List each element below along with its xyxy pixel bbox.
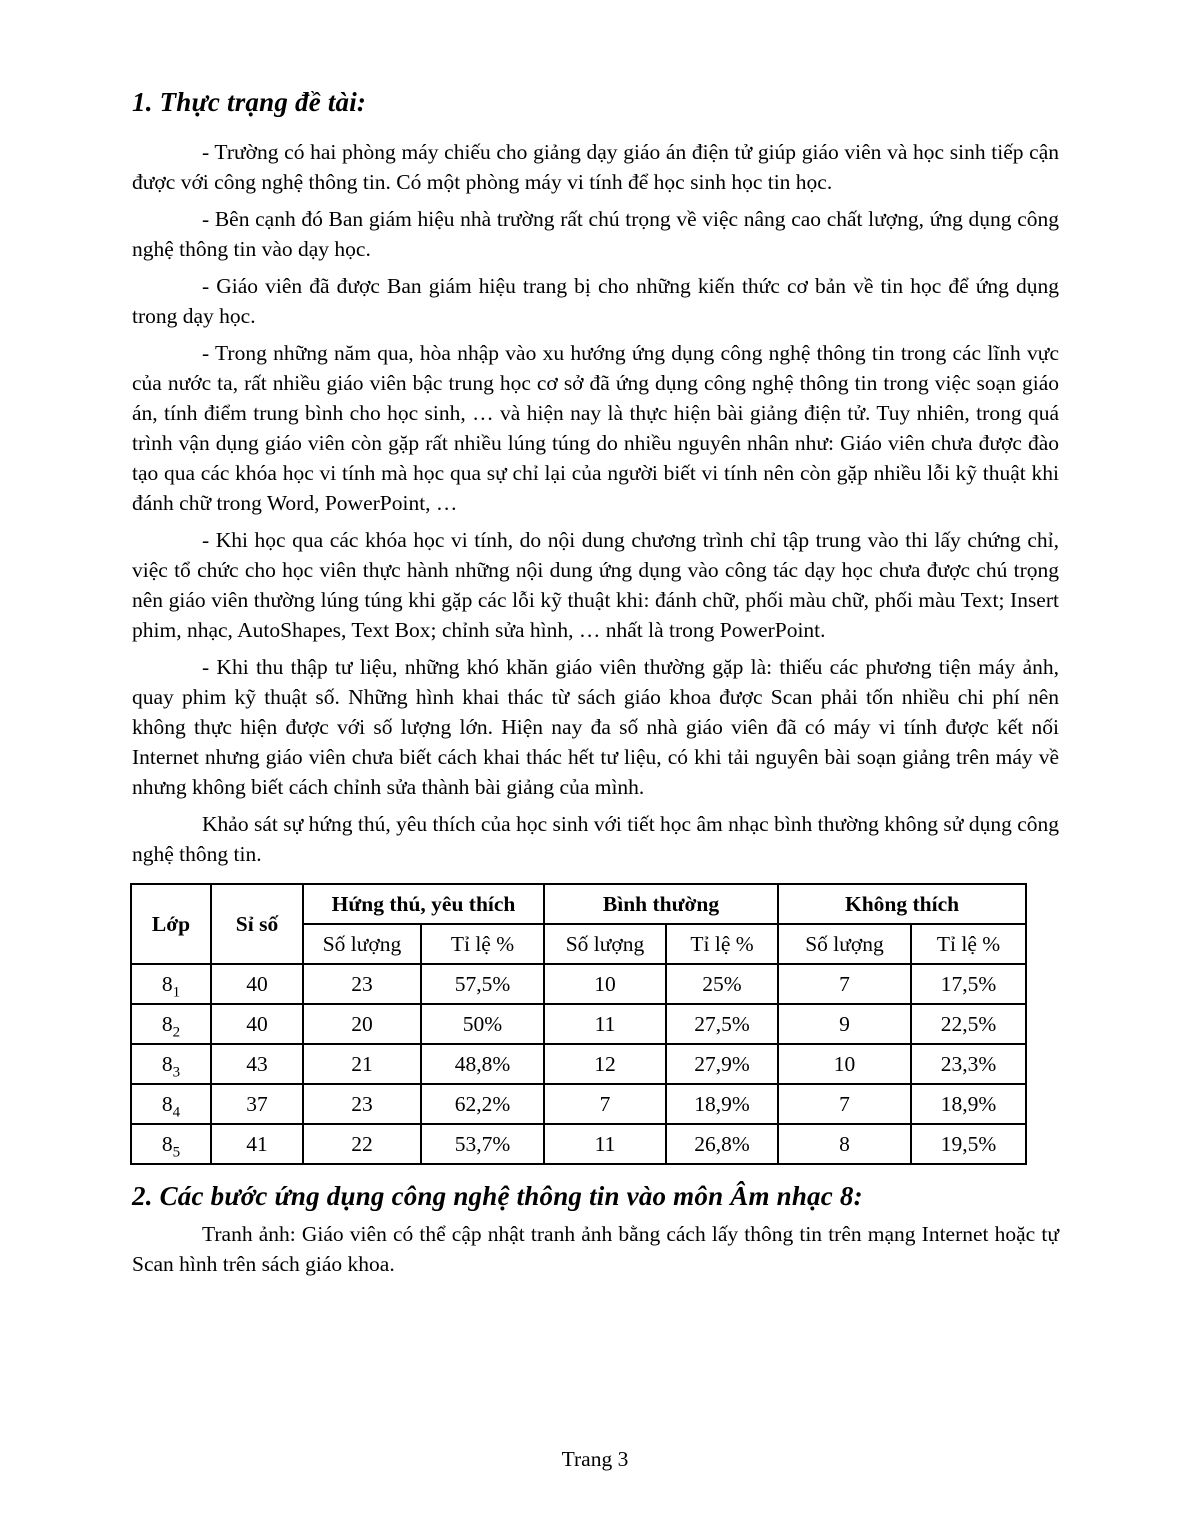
cell-si-so: 41 <box>211 1124 303 1164</box>
class-base: 8 <box>161 1131 173 1156</box>
cell-kt-sl: 8 <box>778 1124 911 1164</box>
class-sub: 5 <box>172 1143 181 1160</box>
cell-kt-sl: 10 <box>778 1044 911 1084</box>
header-group-hung-thu: Hứng thú, yêu thích <box>303 884 544 924</box>
paragraph-truong-phong-may: - Trường có hai phòng máy chiếu cho giảng dạy giáo án điện tử giúp giáo viên và học sinh tiếp cận được với công nghệ thông tin. Có một phòng máy vi tính để học sinh học tin học. <box>132 140 1059 194</box>
cell-kt-tl: 23,3% <box>911 1044 1026 1084</box>
cell-bt-tl: 25% <box>666 964 778 1004</box>
table-row <box>131 1004 1026 1044</box>
cell-ht-tl: 53,7% <box>421 1124 544 1164</box>
cell-ht-sl: 22 <box>303 1124 421 1164</box>
class-base: 8 <box>161 1051 173 1076</box>
cell-kt-tl: 22,5% <box>911 1004 1026 1044</box>
subheader-so-luong-3: Số lượng <box>778 924 911 964</box>
cell-si-so: 40 <box>211 964 303 1004</box>
table-row <box>131 1124 1026 1164</box>
paragraph-giao-vien-trang-bi: - Giáo viên đã được Ban giám hiệu trang bị cho những kiến thức cơ bản về tin học để ứng dụng trong dạy học. <box>132 274 1059 328</box>
cell-kt-sl: 7 <box>778 1084 911 1124</box>
class-sub: 3 <box>172 1063 181 1080</box>
cell-kt-tl: 19,5% <box>911 1124 1026 1164</box>
cell-class <box>131 1124 211 1164</box>
cell-bt-tl: 18,9% <box>666 1084 778 1124</box>
header-group-binh-thuong: Bình thường <box>544 884 778 924</box>
cell-kt-tl: 18,9% <box>911 1084 1026 1124</box>
paragraph-khoa-hoc-vi-tinh: - Khi học qua các khóa học vi tính, do nội dung chương trình chỉ tập trung vào thi lấy chứng chỉ, việc tổ chức cho học viên thực hành những nội dung ứng dụng vào công tác dạy học chưa được chú trọng nên giáo viên thường lúng túng khi gặp các lỗi kỹ thuật khi: đánh chữ, phối màu chữ, phối màu Text; Insert phim, nhạc, AutoShapes, Text Box; chỉnh sửa hình, … nhất là trong PowerPoint. <box>132 528 1059 642</box>
cell-ht-tl: 62,2% <box>421 1084 544 1124</box>
cell-class <box>131 1004 211 1044</box>
class-sub: 4 <box>172 1103 181 1120</box>
header-si-so: Sỉ số <box>211 884 303 964</box>
cell-ht-sl: 23 <box>303 964 421 1004</box>
cell-bt-sl: 11 <box>544 1124 666 1164</box>
class-base: 8 <box>161 1011 173 1036</box>
table-row <box>131 964 1026 1004</box>
cell-kt-sl: 9 <box>778 1004 911 1044</box>
cell-bt-sl: 12 <box>544 1044 666 1084</box>
cell-kt-sl: 7 <box>778 964 911 1004</box>
paragraph-ban-giam-hieu: - Bên cạnh đó Ban giám hiệu nhà trường rất chú trọng về việc nâng cao chất lượng, ứng dụng công nghệ thông tin vào dạy học. <box>132 207 1059 261</box>
table-row <box>131 1044 1026 1084</box>
cell-ht-sl: 23 <box>303 1084 421 1124</box>
cell-bt-sl: 7 <box>544 1084 666 1124</box>
cell-bt-tl: 26,8% <box>666 1124 778 1164</box>
cell-ht-tl: 48,8% <box>421 1044 544 1084</box>
paragraph-thu-thap-tu-lieu: - Khi thu thập tư liệu, những khó khăn giáo viên thường gặp là: thiếu các phương tiện máy ảnh, quay phim kỹ thuật số. Những hình khai thác từ sách giáo khoa được Scan phải tốn nhiều chi phí nên không thực hiện được với số lượng lớn. Hiện nay đa số nhà giáo viên đã có máy vi tính được kết nối Internet nhưng giáo viên chưa biết cách khai thác hết tư liệu, có khi tải nguyên bài soạn giảng trên máy về nhưng không biết cách chỉnh sửa thành bài giảng của mình. <box>132 655 1059 799</box>
cell-si-so: 43 <box>211 1044 303 1084</box>
subheader-ti-le-3: Tỉ lệ % <box>911 924 1026 964</box>
paragraph-khao-sat: Khảo sát sự hứng thú, yêu thích của học sinh với tiết học âm nhạc bình thường không sử dụng công nghệ thông tin. <box>132 812 1059 866</box>
cell-class <box>131 1044 211 1084</box>
survey-table <box>130 883 1027 1165</box>
cell-ht-tl: 50% <box>421 1004 544 1044</box>
cell-class <box>131 964 211 1004</box>
class-sub: 2 <box>172 1023 181 1040</box>
class-base: 8 <box>161 1091 173 1116</box>
subheader-ti-le-2: Tỉ lệ % <box>666 924 778 964</box>
class-sub: 1 <box>172 983 181 1000</box>
cell-bt-tl: 27,9% <box>666 1044 778 1084</box>
paragraph-tranh-anh: Tranh ảnh: Giáo viên có thể cập nhật tranh ảnh bằng cách lấy thông tin trên mạng Internet hoặc tự Scan hình trên sách giáo khoa. <box>132 1222 1059 1276</box>
cell-si-so: 37 <box>211 1084 303 1124</box>
section-1-heading: 1. Thực trạng đề tài: <box>132 87 367 117</box>
cell-bt-sl: 10 <box>544 964 666 1004</box>
cell-si-so: 40 <box>211 1004 303 1044</box>
cell-ht-sl: 20 <box>303 1004 421 1044</box>
header-group-khong-thich: Không thích <box>778 884 1026 924</box>
cell-bt-sl: 11 <box>544 1004 666 1044</box>
table-row <box>131 1084 1026 1124</box>
cell-class <box>131 1084 211 1124</box>
paragraph-trong-nhung-nam-qua: - Trong những năm qua, hòa nhập vào xu hướng ứng dụng công nghệ thông tin trong các lĩnh vực của nước ta, rất nhiều giáo viên bậc trung học cơ sở đã ứng dụng công nghệ thông tin trong việc soạn giáo án, tính điểm trung bình cho học sinh, … và hiện nay là thực hiện bài giảng điện tử. Tuy nhiên, trong quá trình vận dụng giáo viên còn gặp rất nhiều lúng túng do nhiều nguyên nhân như: Giáo viên chưa được đào tạo qua các khóa học vi tính mà học qua sự chỉ lại của người biết vi tính nên còn gặp nhiều lỗi kỹ thuật khi đánh chữ trong Word, PowerPoint, … <box>132 341 1059 515</box>
cell-kt-tl: 17,5% <box>911 964 1026 1004</box>
section-2-heading: 2. Các bước ứng dụng công nghệ thông tin vào môn Âm nhạc 8: <box>132 1181 863 1211</box>
class-base: 8 <box>161 971 173 996</box>
page-number-footer: Trang 3 <box>561 1447 629 1471</box>
subheader-so-luong-1: Số lượng <box>303 924 421 964</box>
subheader-so-luong-2: Số lượng <box>544 924 666 964</box>
cell-bt-tl: 27,5% <box>666 1004 778 1044</box>
subheader-ti-le-1: Tỉ lệ % <box>421 924 544 964</box>
header-lop: Lớp <box>131 884 211 964</box>
cell-ht-tl: 57,5% <box>421 964 544 1004</box>
cell-ht-sl: 21 <box>303 1044 421 1084</box>
table-header-group-row <box>131 884 1026 924</box>
